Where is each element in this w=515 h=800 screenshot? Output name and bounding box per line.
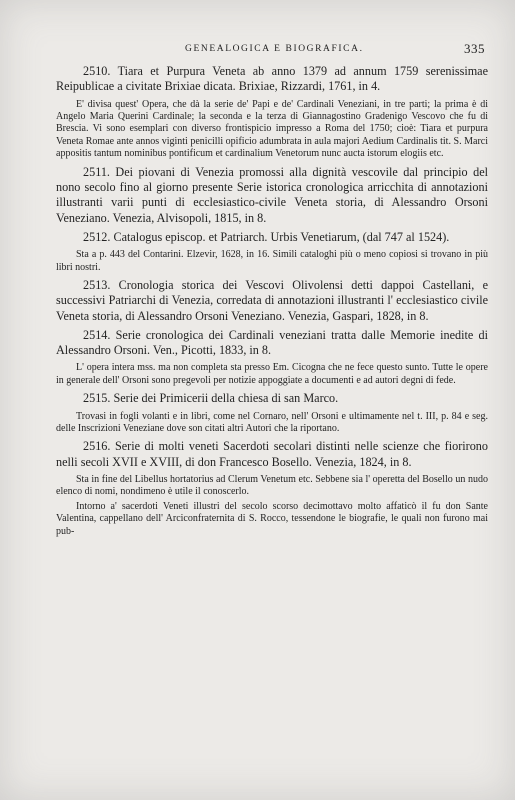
entry-2510	[56, 64, 488, 161]
entry-title: 2514. Serie cronologica dei Cardinali veneziani tratta dalle Memorie inedite di Alessandro Orsoni. Ven., Picotti, 1833, in 8.	[56, 327, 488, 358]
entry-note: Trovasi in fogli volanti e in libri, come nel Cornaro, nell' Orsoni e ultimamente nel t. III, p. 84 e seg. delle Inscrizioni Veneziane dove son citati altri Autori che la riportano.	[56, 410, 488, 434]
entry-2511	[56, 165, 488, 226]
entry-note: E' divisa quest' Opera, che dà la serie de' Papi e de' Cardinali Veneziani, in tre parti; la prima è di Angelo Maria Querini Cardinale; la seconda e la terza di Giannagostino Gradenigo Vescovo che fu di Brescia. Vi sono esemplari con diverso frontispicio impresso a Roma del 1750; cioè: Tiara et purpura Veneta Romae ante annos viginti penicilli opificio adumbrata in aula majori Aedium Cardinalis tit. S. Marci appositis tantum nominibus pontificum et cardinalium Venetorum nunc aucta istorum elogiis etc.	[56, 98, 488, 160]
entry-2512	[56, 230, 488, 274]
entry-title: 2512. Catalogus episcop. et Patriarch. Urbis Venetiarum, (dal 747 al 1524).	[83, 229, 450, 244]
entry-2515	[56, 391, 488, 435]
entry-note: Intorno a' sacerdoti Veneti illustri del secolo scorso decimottavo molto affaticò il fu don Sante Valentina, cappellano dell' Arciconfraternita di S. Rocco, tessendone le biografie, le quali non furono mai pub-	[56, 500, 488, 537]
entry-title: 2515. Serie dei Primicerii della chiesa di san Marco.	[83, 391, 339, 406]
entry-note: Sta in fine del Libellus hortatorius ad Clerum Venetum etc. Sebbene sia l' operetta del Bosello un nudo elenco di nomi, nondimeno è utile il conoscerlo.	[56, 473, 488, 498]
entry-2516	[56, 439, 488, 538]
entry-2513	[56, 278, 488, 324]
page-header	[185, 41, 485, 56]
entry-title: 2513. Cronologia storica dei Vescovi Olivolensi detti dappoi Castellani, e successivi Patriarchi di Venezia, corredata di annotazioni illustranti l' ecclesiastico civile Veneta storia, di Alessandro Orsoni Veneziano. Venezia, Gaspari, 1828, in 8.	[56, 277, 488, 323]
entry-2514	[56, 328, 488, 387]
entry-note: L' opera intera mss. ma non completa sta presso Em. Cicogna che ne fece questo sunto. Tutte le opere in generale dell' Orsoni sono pregevoli per notizie appoggiate a documenti e ad autori degni di fede.	[56, 362, 488, 386]
page-number: 335	[464, 41, 485, 56]
entry-title: 2516. Serie di molti veneti Sacerdoti secolari distinti nelle scienze che fiorirono nelli secoli XVII e XVIII, di don Francesco Bosello. Venezia, 1824, in 8.	[56, 439, 488, 469]
entry-title: 2510. Tiara et Purpura Veneta ab anno 1379 ad annum 1759 serenissimae Reipublicae a civitate Brixiae dicata. Brixiae, Rizzardi, 1761, in 4.	[56, 64, 488, 94]
entry-title: 2511. Dei piovani di Venezia promossi alla dignità vescovile dal principio del nono secolo fino al giorno presente Serie istorica cronologica arricchita di annotazioni illustranti varii punti di ecclesiastico-civile Veneta storia, di Alessandro Orsoni Veneziano. Venezia, Alvisopoli, 1815, in 8.	[56, 164, 488, 225]
entry-note: Sta a p. 443 del Contarini. Elzevir, 1628, in 16. Simili cataloghi più o meno copiosi si trovano in più libri nostri.	[56, 249, 488, 273]
page-body	[56, 64, 488, 542]
running-head: GENEALOGICA E BIOGRAFICA.	[185, 44, 364, 54]
